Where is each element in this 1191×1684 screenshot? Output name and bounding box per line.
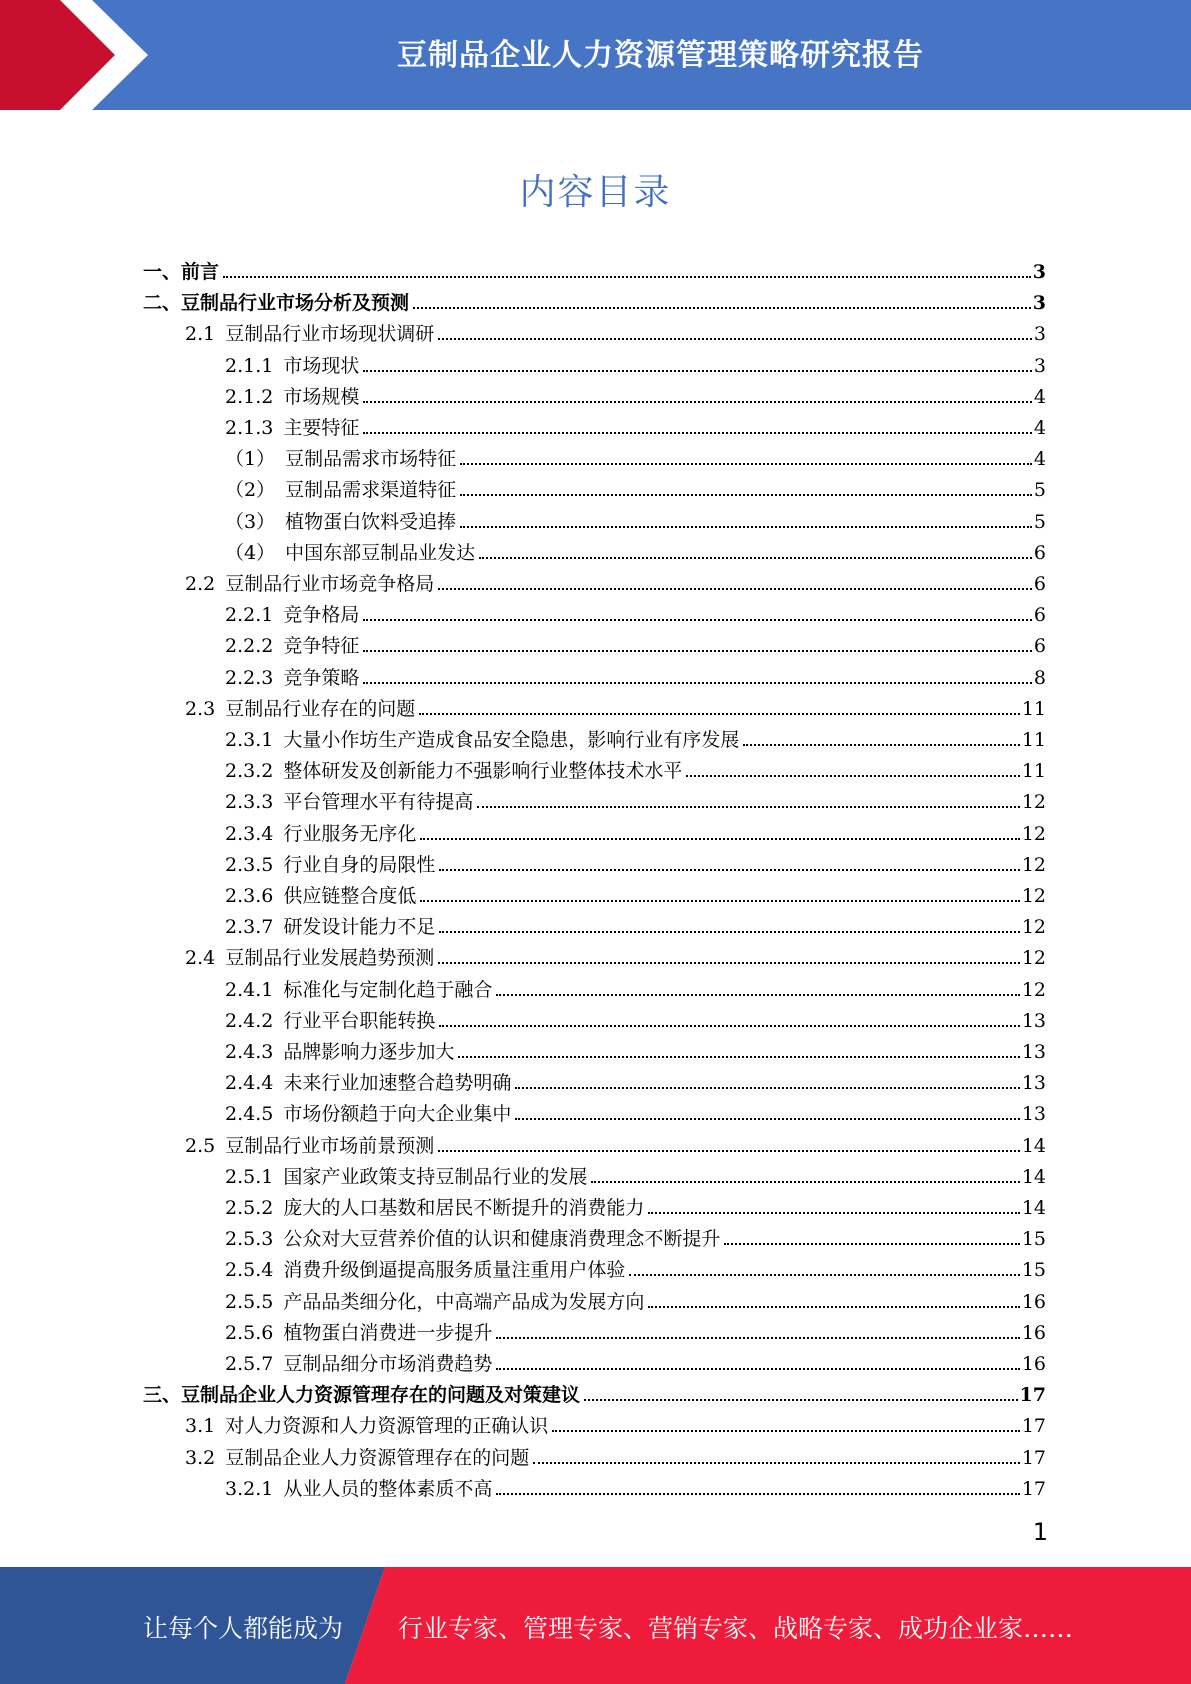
dot-leader bbox=[438, 961, 1020, 964]
toc-entry-number: 2.5.5 bbox=[225, 1290, 274, 1313]
toc-entry[interactable] bbox=[225, 440, 1046, 471]
toc-entry[interactable] bbox=[225, 1220, 1046, 1251]
dot-leader bbox=[477, 805, 1019, 808]
toc-entry-page: 13 bbox=[1021, 1103, 1046, 1126]
dot-leader bbox=[363, 649, 1032, 652]
toc-entry-number: 2.4 bbox=[185, 947, 216, 970]
toc-entry[interactable] bbox=[225, 846, 1046, 877]
toc-entry-title: 竞争格局 bbox=[283, 604, 360, 627]
toc-entry-title: 中国东部豆制品业发达 bbox=[285, 541, 476, 564]
dot-leader bbox=[648, 1211, 1019, 1214]
toc-entry-number: （2） bbox=[225, 479, 276, 502]
toc-entry-page: 12 bbox=[1021, 947, 1046, 970]
dot-leader bbox=[439, 1024, 1019, 1027]
toc-entry-title: 豆制品行业市场竞争格局 bbox=[225, 573, 435, 595]
toc-entry-number: 2.3.2 bbox=[225, 760, 274, 783]
dot-leader bbox=[363, 369, 1032, 372]
toc-entry-title: 豆制品需求市场特征 bbox=[285, 448, 457, 471]
toc-entry-page: 6 bbox=[1033, 541, 1046, 564]
dot-leader bbox=[223, 275, 1031, 278]
dot-leader bbox=[591, 1180, 1019, 1183]
toc-entry-title: 市场份额趋于向大企业集中 bbox=[283, 1103, 512, 1126]
dot-leader bbox=[533, 1461, 1020, 1464]
dot-leader bbox=[438, 587, 1032, 590]
toc-entry[interactable] bbox=[185, 1127, 1046, 1158]
toc-entry-number: 2.1.2 bbox=[225, 385, 274, 408]
toc-entry[interactable] bbox=[143, 284, 1046, 315]
toc-entry[interactable] bbox=[225, 1064, 1046, 1095]
toc-entry-number: 2.4.3 bbox=[225, 1041, 274, 1063]
toc-entry-number: 2.5 bbox=[185, 1134, 216, 1157]
toc-entry-title: 庞大的人口基数和居民不断提升的消费能力 bbox=[283, 1197, 645, 1219]
footer-band bbox=[0, 1567, 1191, 1684]
toc-entry[interactable] bbox=[143, 1376, 1046, 1407]
toc-entry-number: 2.2 bbox=[185, 573, 216, 595]
toc-entry-title: 从业人员的整体素质不高 bbox=[283, 1477, 493, 1500]
toc-entry-page: 5 bbox=[1033, 510, 1046, 533]
toc-entry-number: 2.3.3 bbox=[225, 791, 274, 814]
toc-entry-number: 2.3.6 bbox=[225, 885, 274, 907]
toc-entry-page: 3 bbox=[1032, 261, 1046, 283]
toc-entry-title: 大量小作坊生产造成食品安全隐患，影响行业有序发展 bbox=[283, 729, 740, 751]
toc-entry-page: 4 bbox=[1033, 417, 1046, 439]
toc-entry-number: 2.3.4 bbox=[225, 822, 274, 845]
toc-entry-number: 2.5.1 bbox=[225, 1165, 274, 1188]
toc-entry-number: 2.4.4 bbox=[225, 1072, 274, 1095]
dot-leader bbox=[686, 774, 1019, 777]
dot-leader bbox=[552, 1429, 1020, 1432]
toc-entry[interactable] bbox=[225, 752, 1046, 783]
toc-entry-page: 4 bbox=[1033, 385, 1046, 408]
page-number: 1 bbox=[1032, 1518, 1048, 1546]
header-title: 豆制品企业人力资源管理策略研究报告 bbox=[397, 38, 924, 73]
page-title: 内容目录 bbox=[519, 172, 672, 213]
toc-entry[interactable] bbox=[225, 1033, 1046, 1064]
toc-entry-page: 13 bbox=[1021, 1009, 1046, 1032]
dot-leader bbox=[363, 400, 1032, 403]
toc-entry-page: 8 bbox=[1033, 666, 1046, 689]
toc-entry-page: 3 bbox=[1033, 323, 1046, 346]
toc-entry-title: 研发设计能力不足 bbox=[283, 916, 436, 939]
toc-entry-page: 16 bbox=[1021, 1353, 1046, 1375]
header-band bbox=[0, 0, 1191, 110]
toc-entry[interactable] bbox=[225, 627, 1046, 658]
toc-entry[interactable] bbox=[225, 1189, 1046, 1220]
toc-entry-page: 12 bbox=[1021, 885, 1046, 907]
toc-entry-title: 行业平台职能转换 bbox=[283, 1009, 436, 1032]
dot-leader bbox=[439, 930, 1019, 933]
toc-entry-page: 12 bbox=[1021, 853, 1046, 876]
toc-entry-page: 13 bbox=[1021, 1041, 1046, 1063]
toc-entry-title: 三、豆制品企业人力资源管理存在的问题及对策建议 bbox=[143, 1384, 581, 1407]
dot-leader bbox=[724, 1242, 1019, 1245]
toc-entry-title: 豆制品行业市场前景预测 bbox=[225, 1134, 435, 1157]
toc-entry-page: 16 bbox=[1021, 1321, 1046, 1344]
toc-entry-title: 标准化与定制化趋于融合 bbox=[283, 978, 493, 1001]
toc-entry-title: 豆制品细分市场消费趋势 bbox=[283, 1353, 493, 1375]
dot-leader bbox=[743, 743, 1019, 746]
toc-entry-number: 2.5.6 bbox=[225, 1321, 274, 1344]
toc-entry-title: 国家产业政策支持豆制品行业的发展 bbox=[283, 1165, 588, 1188]
toc-entry-title: 竞争特征 bbox=[283, 635, 360, 658]
dot-leader bbox=[648, 1305, 1019, 1308]
dot-leader bbox=[460, 493, 1032, 496]
dot-leader bbox=[460, 525, 1032, 528]
toc-entry-number: 2.2.1 bbox=[225, 604, 274, 627]
toc-entry-title: 消费升级倒逼提高服务质量注重用户体验 bbox=[283, 1259, 626, 1282]
toc-entry-page: 6 bbox=[1033, 573, 1046, 595]
toc-entry-page: 17 bbox=[1019, 1384, 1046, 1407]
toc-entry-number: 3.2.1 bbox=[225, 1477, 274, 1500]
dot-leader bbox=[515, 1086, 1019, 1089]
toc-entry[interactable] bbox=[225, 815, 1046, 846]
toc-entry[interactable] bbox=[225, 596, 1046, 627]
toc-entry-title: 豆制品企业人力资源管理存在的问题 bbox=[225, 1446, 530, 1469]
toc-entry[interactable] bbox=[225, 971, 1046, 1002]
toc-entry-page: 17 bbox=[1021, 1446, 1046, 1469]
toc-entry-page: 4 bbox=[1033, 448, 1046, 471]
toc-entry[interactable] bbox=[185, 1439, 1046, 1470]
dot-leader bbox=[420, 899, 1019, 902]
toc-entry-number: 2.5.3 bbox=[225, 1228, 274, 1251]
toc-entry-page: 6 bbox=[1033, 604, 1046, 627]
toc-entry-number: 2.4.5 bbox=[225, 1103, 274, 1126]
toc-entry-number: 2.4.2 bbox=[225, 1009, 274, 1032]
toc-entry-number: 2.4.1 bbox=[225, 978, 274, 1001]
dot-leader bbox=[629, 1273, 1019, 1276]
toc-entry-number: （4） bbox=[225, 541, 276, 564]
toc-entry-page: 11 bbox=[1021, 760, 1046, 783]
toc-entry-page: 12 bbox=[1021, 791, 1046, 814]
toc-entry[interactable] bbox=[185, 939, 1046, 970]
toc-entry[interactable] bbox=[225, 378, 1046, 409]
toc-entry[interactable] bbox=[225, 471, 1046, 502]
toc-entry[interactable] bbox=[225, 783, 1046, 814]
toc-entry-page: 13 bbox=[1021, 1072, 1046, 1095]
toc-entry-title: 植物蛋白消费进一步提升 bbox=[283, 1321, 493, 1344]
dot-leader bbox=[363, 681, 1032, 684]
toc-entry-page: 3 bbox=[1033, 354, 1046, 377]
toc-entry-number: 2.3.7 bbox=[225, 916, 274, 939]
toc-entry[interactable] bbox=[225, 1314, 1046, 1345]
toc-entry-number: 2.2.3 bbox=[225, 666, 274, 689]
toc-entry[interactable] bbox=[225, 1470, 1046, 1501]
toc-entry[interactable] bbox=[225, 409, 1046, 440]
toc-entry-page: 14 bbox=[1021, 1134, 1046, 1157]
toc-entry-title: 供应链整合度低 bbox=[283, 885, 417, 907]
toc-entry-title: 平台管理水平有待提高 bbox=[283, 791, 474, 814]
toc-entry-title: 主要特征 bbox=[283, 417, 360, 439]
toc-entry-number: 2.1 bbox=[185, 323, 216, 346]
toc-entry[interactable] bbox=[185, 1407, 1046, 1438]
toc-entry[interactable] bbox=[225, 721, 1046, 752]
toc-entry[interactable] bbox=[225, 1095, 1046, 1126]
toc-entry-page: 17 bbox=[1021, 1415, 1046, 1438]
toc-entry[interactable] bbox=[225, 659, 1046, 690]
toc-entry-title: 竞争策略 bbox=[283, 666, 360, 689]
toc-entry-title: 一、前言 bbox=[143, 261, 220, 283]
toc-entry-number: （3） bbox=[225, 510, 276, 533]
toc-entry-title: 植物蛋白饮料受追捧 bbox=[285, 510, 457, 533]
toc-entry-title: 豆制品行业存在的问题 bbox=[225, 697, 416, 720]
dot-leader bbox=[413, 306, 1031, 309]
toc-entry[interactable] bbox=[225, 1002, 1046, 1033]
toc-entry-page: 5 bbox=[1033, 479, 1046, 502]
toc-entry-title: 二、豆制品行业市场分析及预测 bbox=[143, 292, 410, 315]
toc-entry-title: 品牌影响力逐步加大 bbox=[283, 1041, 455, 1063]
toc-entry-page: 11 bbox=[1021, 697, 1046, 720]
toc-entry[interactable] bbox=[225, 534, 1046, 565]
toc-entry-number: 2.2.2 bbox=[225, 635, 274, 658]
toc-entry-page: 12 bbox=[1021, 822, 1046, 845]
dot-leader bbox=[363, 618, 1032, 621]
toc-entry[interactable] bbox=[225, 877, 1046, 908]
toc-entry[interactable] bbox=[225, 1158, 1046, 1189]
toc-entry-title: 产品品类细分化，中高端产品成为发展方向 bbox=[283, 1290, 645, 1313]
toc-entry-page: 17 bbox=[1021, 1477, 1046, 1500]
toc-entry-page: 14 bbox=[1021, 1197, 1046, 1219]
toc-entry-title: 豆制品需求渠道特征 bbox=[285, 479, 457, 502]
dot-leader bbox=[363, 431, 1032, 434]
dot-leader bbox=[419, 712, 1020, 715]
toc-entry-title: 市场规模 bbox=[283, 385, 360, 408]
toc-entry[interactable] bbox=[225, 1283, 1046, 1314]
toc-entry-title: 对人力资源和人力资源管理的正确认识 bbox=[225, 1415, 549, 1438]
toc-entry-page: 16 bbox=[1021, 1290, 1046, 1313]
dot-leader bbox=[496, 1336, 1019, 1339]
dot-leader bbox=[439, 868, 1019, 871]
dot-leader bbox=[479, 556, 1032, 559]
toc-entry-title: 整体研发及创新能力不强影响行业整体技术水平 bbox=[283, 760, 683, 783]
toc-entry[interactable] bbox=[225, 503, 1046, 534]
toc-entry-number: 3.2 bbox=[185, 1446, 216, 1469]
dot-leader bbox=[584, 1398, 1018, 1401]
toc-entry-title: 行业服务无序化 bbox=[283, 822, 417, 845]
toc-entry-page: 15 bbox=[1021, 1259, 1046, 1282]
toc-entry-page: 12 bbox=[1021, 978, 1046, 1001]
toc-entry-page: 15 bbox=[1021, 1228, 1046, 1251]
dot-leader bbox=[496, 1492, 1019, 1495]
toc-entry-number: （1） bbox=[225, 448, 276, 471]
toc-entry[interactable] bbox=[185, 565, 1046, 596]
toc-entry-number: 2.3 bbox=[185, 697, 216, 720]
dot-leader bbox=[515, 1117, 1019, 1120]
toc-entry-number: 2.1.3 bbox=[225, 417, 274, 439]
toc-entry-page: 12 bbox=[1021, 916, 1046, 939]
toc-entry-title: 公众对大豆营养价值的认识和健康消费理念不断提升 bbox=[283, 1228, 721, 1251]
toc-entry-number: 2.3.1 bbox=[225, 729, 274, 751]
toc-entry[interactable] bbox=[225, 347, 1046, 378]
toc-entry-title: 豆制品行业发展趋势预测 bbox=[225, 947, 435, 970]
dot-leader bbox=[458, 1055, 1019, 1058]
dot-leader bbox=[496, 1367, 1019, 1370]
toc-entry-page: 11 bbox=[1021, 729, 1046, 751]
toc-entry-page: 6 bbox=[1033, 635, 1046, 658]
toc-entry-number: 2.3.5 bbox=[225, 853, 274, 876]
toc-entry-number: 2.5.7 bbox=[225, 1353, 274, 1375]
footer-slogan-right: 行业专家、管理专家、营销专家、战略专家、成功企业家…… bbox=[398, 1614, 1074, 1643]
toc-entry[interactable] bbox=[225, 1345, 1046, 1376]
toc-entry[interactable] bbox=[225, 1251, 1046, 1282]
toc-entry-page: 3 bbox=[1032, 292, 1046, 315]
dot-leader bbox=[420, 837, 1019, 840]
toc-entry-title: 豆制品行业市场现状调研 bbox=[225, 323, 435, 346]
toc-entry-number: 2.5.2 bbox=[225, 1197, 274, 1219]
toc-entry[interactable] bbox=[185, 315, 1046, 346]
toc-entry[interactable] bbox=[143, 253, 1046, 284]
dot-leader bbox=[460, 462, 1032, 465]
toc-entry-title: 未来行业加速整合趋势明确 bbox=[283, 1072, 512, 1095]
dot-leader bbox=[438, 337, 1032, 340]
toc-entry-title: 市场现状 bbox=[283, 354, 360, 377]
dot-leader bbox=[438, 1149, 1020, 1152]
toc-entry-page: 14 bbox=[1021, 1165, 1046, 1188]
toc-entry-number: 2.1.1 bbox=[225, 354, 274, 377]
toc-entry-title: 行业自身的局限性 bbox=[283, 853, 436, 876]
toc-entry-number: 3.1 bbox=[185, 1415, 216, 1438]
footer-slogan-left: 让每个人都能成为 bbox=[143, 1614, 344, 1643]
toc-entry[interactable] bbox=[225, 908, 1046, 939]
toc-entry[interactable] bbox=[185, 690, 1046, 721]
dot-leader bbox=[496, 993, 1019, 996]
toc-entry-number: 2.5.4 bbox=[225, 1259, 274, 1282]
